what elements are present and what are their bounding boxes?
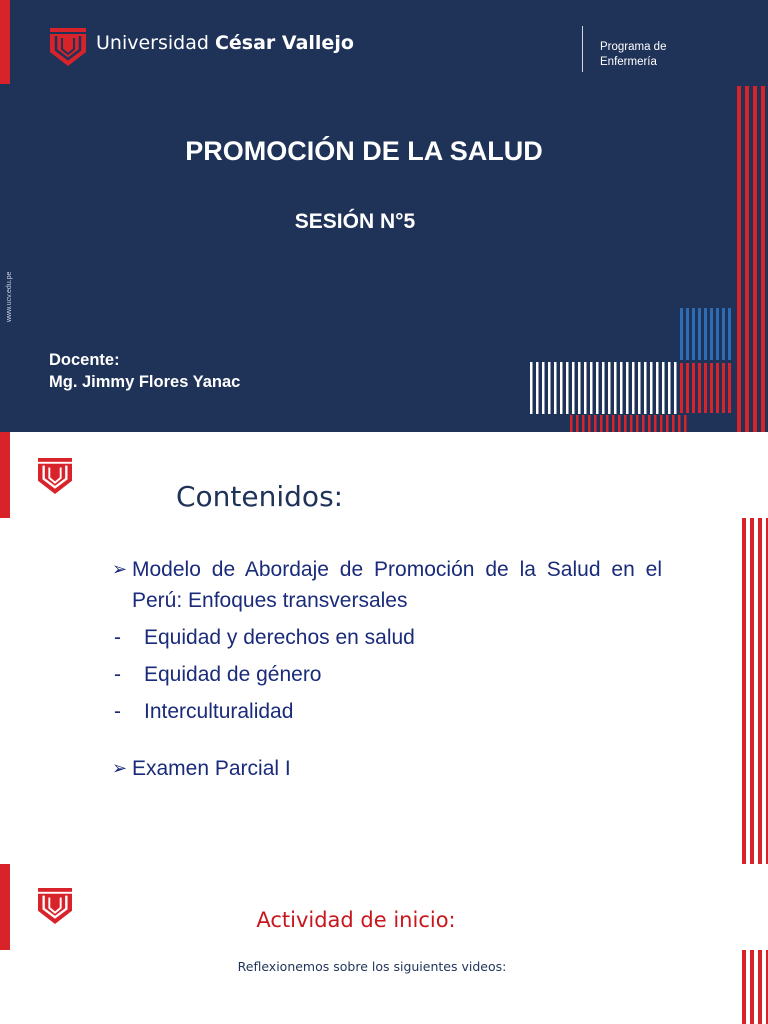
right-stripes: [740, 518, 768, 864]
slide-title: PROMOCIÓN DE LA SALUD: [185, 136, 543, 166]
ucv-logo-icon: [50, 28, 86, 66]
session-number: SESIÓN N°5: [294, 210, 416, 233]
university-name: Universidad César Vallejo: [96, 32, 354, 54]
activity-slide: [0, 864, 768, 1024]
list-item-text: Modelo de Abordaje de Promoción de la Salud en el Perú: Enfoques transversales: [132, 558, 662, 612]
list-item: [112, 753, 662, 784]
dash-bullet: -: [114, 626, 121, 649]
contents-list: [112, 554, 662, 784]
left-accent-bar: [0, 432, 10, 518]
list-subitem: [112, 696, 662, 727]
list-item-text: Examen Parcial I: [132, 757, 291, 780]
list-subitem-text: Equidad de género: [144, 663, 322, 686]
arrow-bullet-icon: ➢: [112, 758, 128, 778]
activity-heading: Actividad de inicio:: [256, 908, 456, 932]
dash-bullet: -: [114, 700, 121, 723]
left-accent-bar: [0, 864, 10, 950]
program-name: [600, 40, 720, 70]
contents-heading: Contenidos:: [176, 480, 344, 513]
ucv-logo-icon: [38, 458, 72, 494]
teacher-block: [49, 349, 240, 393]
list-subitem: [112, 622, 662, 653]
stripe-graphic: [528, 84, 768, 432]
title-slide: [0, 0, 768, 432]
header-divider: [582, 26, 583, 72]
activity-subtitle: Reflexionemos sobre los siguientes videos:: [237, 959, 507, 974]
list-item: [112, 554, 662, 616]
program-line-2: Enfermería: [600, 56, 657, 68]
list-subitem-text: Equidad y derechos en salud: [144, 626, 415, 649]
teacher-name: Mg. Jimmy Flores Yanac: [49, 373, 241, 391]
website-url: www.ucv.edu.pe: [6, 271, 13, 322]
list-subitem-text: Interculturalidad: [144, 700, 294, 723]
arrow-bullet-icon: ➢: [112, 559, 128, 579]
teacher-label: Docente:: [49, 351, 120, 369]
dash-bullet: -: [114, 663, 121, 686]
program-line-1: Programa de: [600, 41, 667, 53]
right-stripes: [740, 950, 768, 1024]
contents-slide: [0, 432, 768, 864]
left-accent-bar: [0, 0, 10, 84]
list-subitem: [112, 659, 662, 690]
